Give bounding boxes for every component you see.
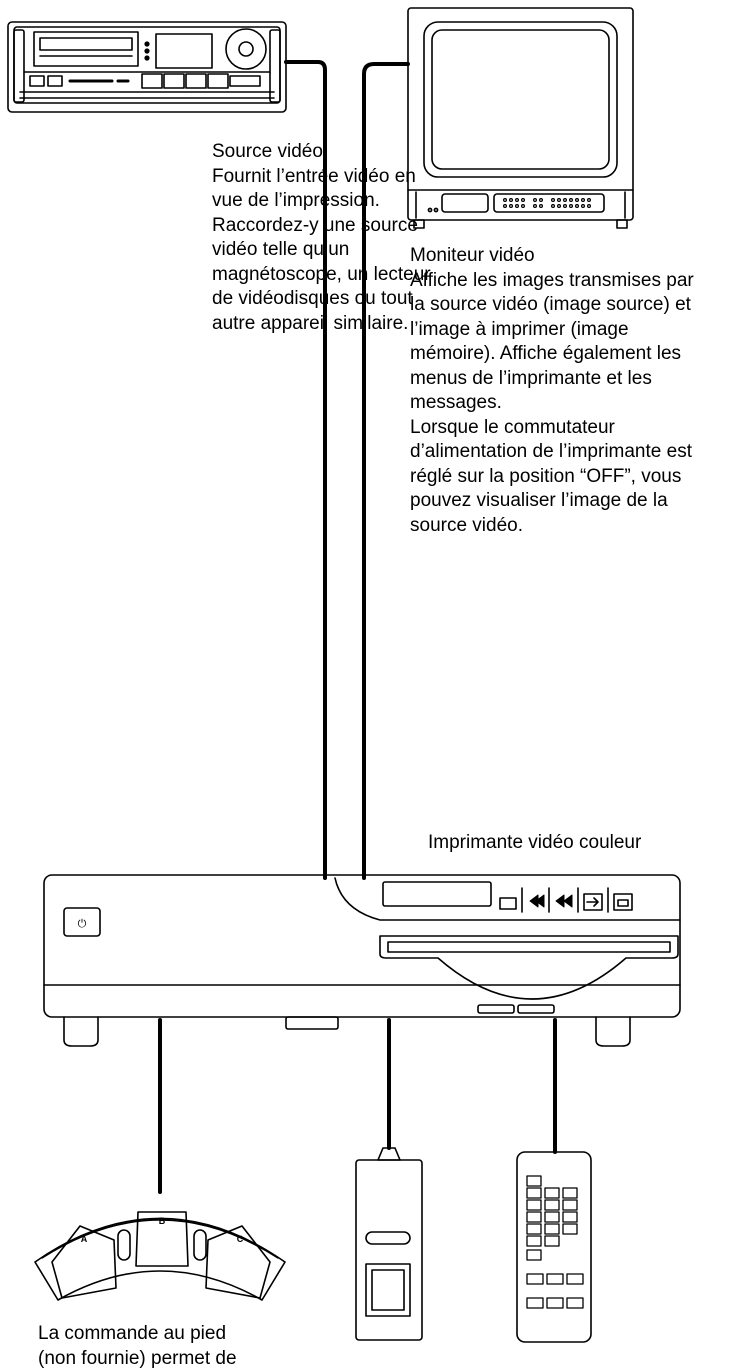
text-line: de vidéodisques ou tout [212,287,431,312]
remote-commander [517,1152,591,1342]
text-line: Raccordez-y une source [212,214,431,239]
printer-power-symbol: ⏻ [78,917,87,930]
pedal-label-c: C [237,1234,244,1244]
video-monitor-description [410,244,694,538]
printer-label [428,831,641,856]
text-line: Affiche les images transmises par [410,269,694,294]
text-line: mémoire). Affiche également les [410,342,694,367]
text-line: menus de l’imprimante et les [410,367,694,392]
text-line: d’alimentation de l’imprimante est [410,440,694,465]
video-source-description [212,140,431,336]
text-line: réglé sur la position “OFF”, vous [410,465,694,490]
text-line: magnétoscope, un lecteur [212,263,431,288]
video-monitor-device [408,8,633,228]
text-line: la source vidéo (image source) et [410,293,694,318]
pedal-label-b: B [159,1216,166,1226]
printer-label-text: Imprimante vidéo couleur [428,831,641,856]
text-line: vidéo telle qu’un [212,238,431,263]
text-line: pouvez visualiser l’image de la [410,489,694,514]
video-monitor-title: Moniteur vidéo [410,244,694,269]
text-line: (non fournie) permet de [38,1347,237,1371]
printer-remote-controller [356,1148,422,1340]
pedal-label-a: A [81,1234,88,1244]
text-line: source vidéo. [410,514,694,539]
text-line: l’image à imprimer (image [410,318,694,343]
text-line: Lorsque le commutateur [410,416,694,441]
video-source-title: Source vidéo [212,140,431,165]
text-line: vue de l’impression. [212,189,431,214]
text-line: autre appareil similaire. [212,312,431,337]
text-line: Fournit l’entrée vidéo en [212,165,431,190]
video-source-device [8,22,286,112]
footpedal-description [38,1322,237,1371]
color-video-printer [44,875,680,1046]
text-line: messages. [410,391,694,416]
footpedal-title: La commande au pied [38,1322,237,1347]
